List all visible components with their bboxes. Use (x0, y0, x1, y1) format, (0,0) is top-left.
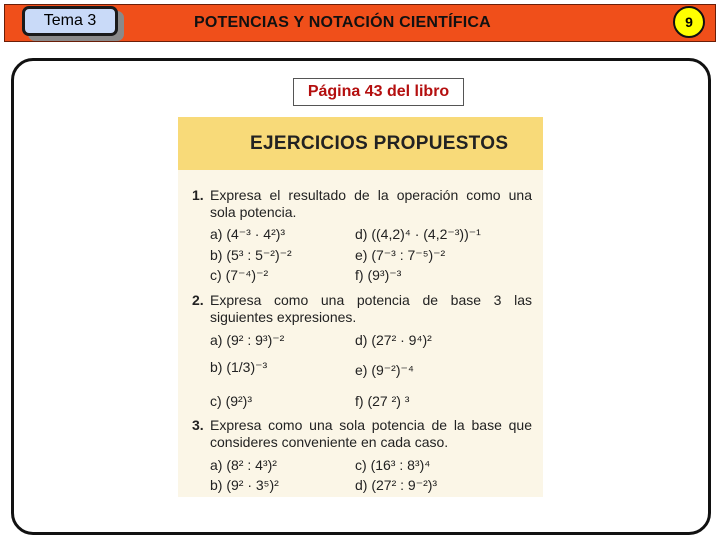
exercise-item: c) (9²)³ (210, 393, 252, 409)
page-number-badge: 9 (673, 6, 705, 38)
exercise-item: b) (9² · 3⁵)² (210, 477, 279, 493)
exercise-number: 2. (192, 292, 204, 308)
exercise-item: f) (27 ²) ³ (355, 393, 410, 409)
tema-label: Tema 3 (22, 6, 118, 36)
book-excerpt (178, 117, 543, 497)
exercise-item: a) (4⁻³ · 4²)³ (210, 226, 286, 242)
exercise-item: a) (9² : 9³)⁻² (210, 332, 285, 348)
exercise-number: 3. (192, 417, 204, 433)
exercise-item: a) (8² : 4³)² (210, 457, 277, 473)
exercise-number: 1. (192, 187, 204, 203)
tema-badge (22, 6, 124, 40)
page-reference: Página 43 del libro (293, 78, 464, 106)
header-title: POTENCIAS Y NOTACIÓN CIENTÍFICA (194, 14, 491, 31)
exercise-item: b) (1/3)⁻³ (210, 359, 268, 375)
exercise-text: Expresa el resultado de la operación como una sola potencia. (210, 187, 532, 220)
exercise-item: d) ((4,2)⁴ · (4,2⁻³))⁻¹ (355, 226, 481, 242)
exercise-item: e) (7⁻³ : 7⁻⁵)⁻² (355, 247, 446, 263)
exercise-item: f) (9³)⁻³ (355, 267, 402, 283)
exercise-item: c) (16³ : 8³)⁴ (355, 457, 431, 473)
exercise-text: Expresa como una sola potencia de la base que consideres conveniente en cada caso. (210, 417, 532, 450)
exercise-item: c) (7⁻⁴)⁻² (210, 267, 269, 283)
book-heading: EJERCICIOS PROPUESTOS (178, 117, 543, 170)
exercise-item: d) (27² · 9⁴)² (355, 332, 432, 348)
exercise-item: d) (27² : 9⁻²)³ (355, 477, 438, 493)
exercise-item: b) (5³ : 5⁻²)⁻² (210, 247, 292, 263)
exercise-item: e) (9⁻²)⁻⁴ (355, 362, 414, 378)
exercise-text: Expresa como una potencia de base 3 las siguientes expresiones. (210, 292, 532, 325)
